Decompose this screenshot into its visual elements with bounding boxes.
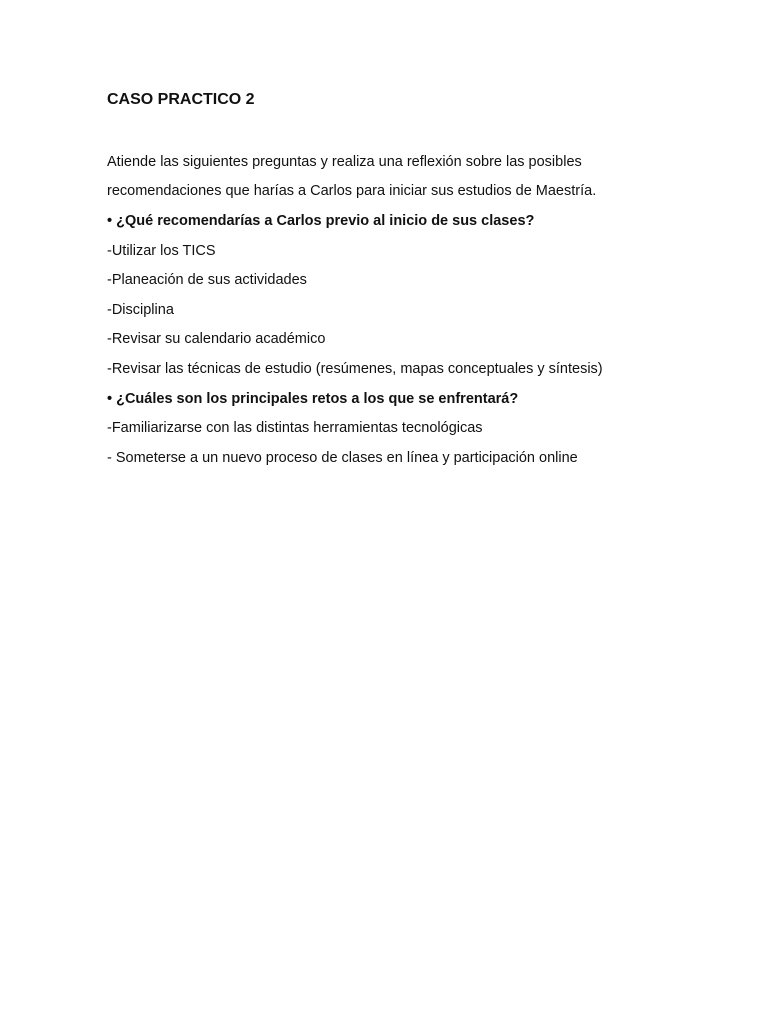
answer-item: -Planeación de sus actividades	[107, 272, 307, 288]
document-title: CASO PRACTICO 2	[107, 91, 255, 108]
intro-line: Atiende las siguientes preguntas y realiza una reflexión sobre las posibles	[107, 154, 582, 170]
question-heading: • ¿Qué recomendarías a Carlos previo al inicio de sus clases?	[107, 213, 535, 229]
answer-item: -Utilizar los TICS	[107, 243, 216, 259]
answer-item: -Disciplina	[107, 302, 174, 318]
question-heading: • ¿Cuáles son los principales retos a los que se enfrentará?	[107, 391, 519, 407]
intro-line: recomendaciones que harías a Carlos para iniciar sus estudios de Maestría.	[107, 183, 597, 199]
answer-item: - Someterse a un nuevo proceso de clases en línea y participación online	[107, 450, 578, 466]
answer-item: -Revisar su calendario académico	[107, 331, 326, 347]
answer-item: -Revisar las técnicas de estudio (resúmenes, mapas conceptuales y síntesis)	[107, 361, 603, 377]
answer-item: -Familiarizarse con las distintas herramientas tecnológicas	[107, 420, 483, 436]
